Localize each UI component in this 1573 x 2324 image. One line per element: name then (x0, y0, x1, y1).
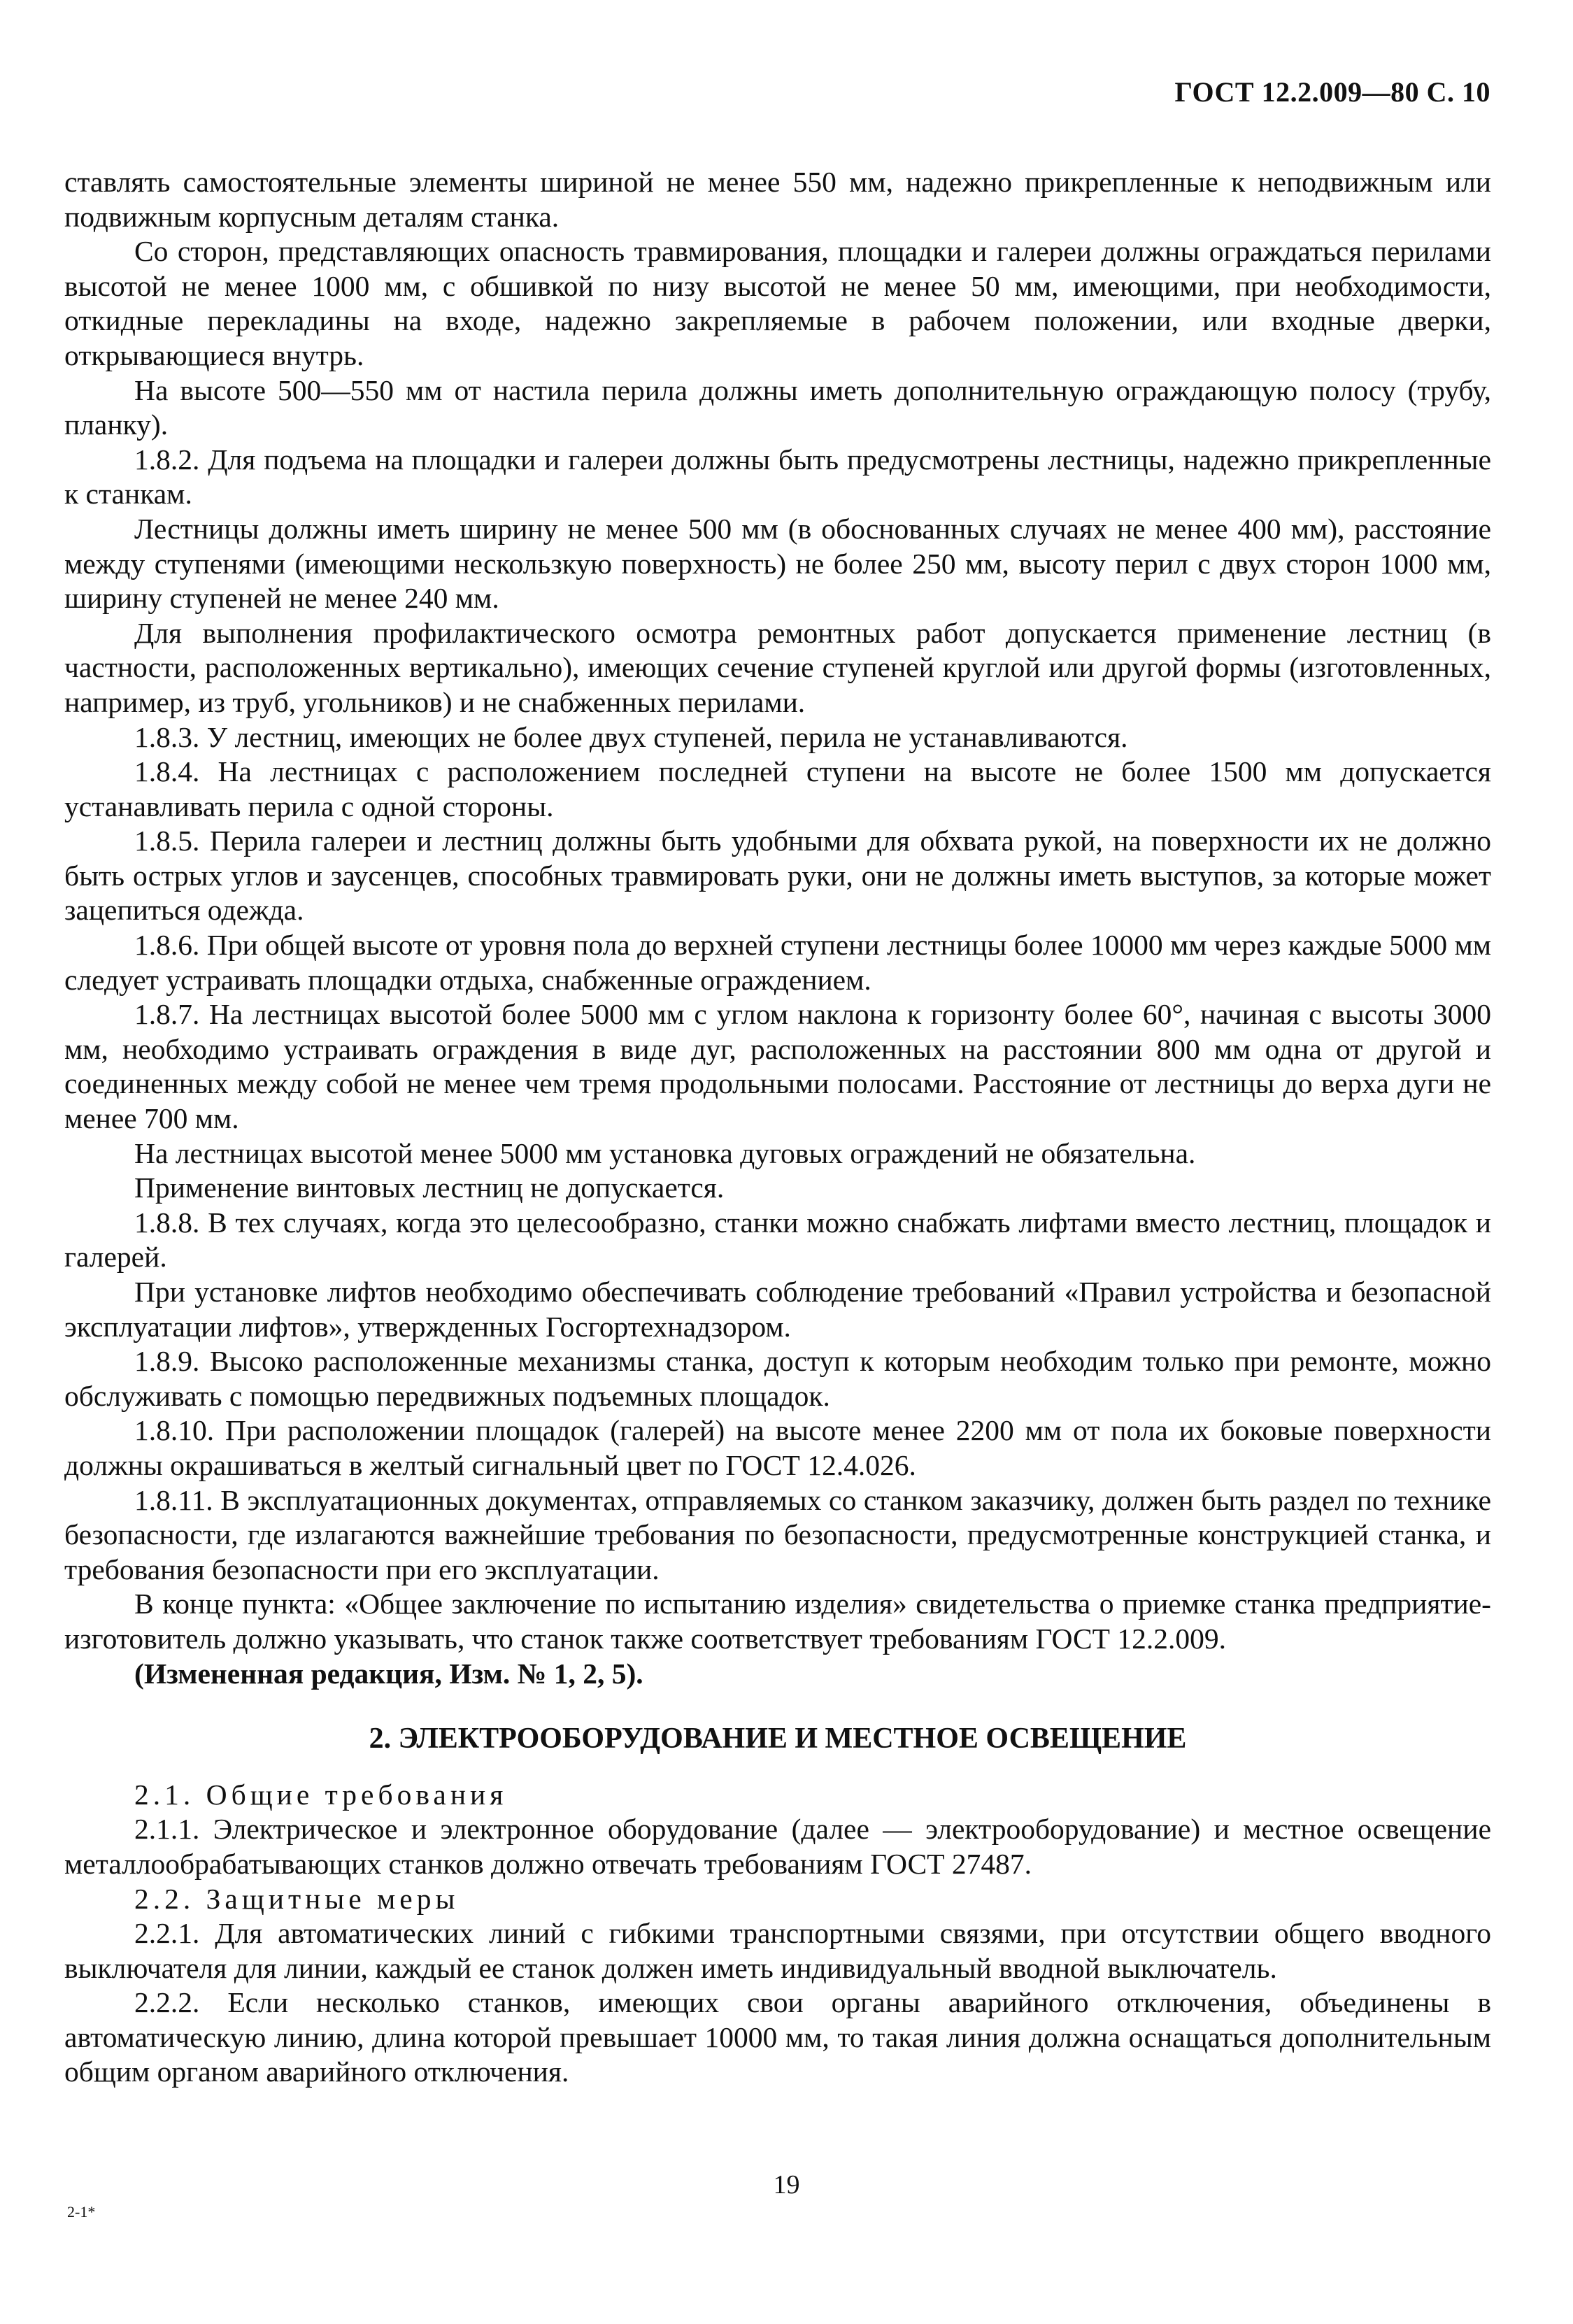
paragraph: 1.8.8. В тех случаях, когда это целесообразно, станки можно снабжать лифтами вместо лестниц, площадок и галерей. (64, 1206, 1491, 1274)
section-title: 2. ЭЛЕКТРООБОРУДОВАНИЕ И МЕСТНОЕ ОСВЕЩЕНИЕ (369, 1723, 1187, 1755)
paragraph: 1.8.11. В эксплуатационных документах, отправляемых со станком заказчику, должен быть раздел по технике безопасности, где излагаются важнейшие требования по безопасности, предусмотренные конструкцией станка, и требования безопасности при его эксплуатации. (64, 1483, 1491, 1585)
paragraph: 1.8.3. У лестниц, имеющих не более двух ступеней, перила не устанавливаются. (134, 720, 1128, 753)
page-number: 19 (773, 2170, 800, 2200)
paragraph: 2.2.2. Если несколько станков, имеющих свои органы аварийного отключения, объединены в автоматическую линию, длина которой превышает 10000 мм, то такая линия должна оснащаться дополнительным общим органом аварийного отключения. (64, 1986, 1491, 2088)
revision-note: (Измененная редакция, Изм. № 1, 2, 5). (134, 1657, 643, 1690)
paragraph: На высоте 500—550 мм от настила перила должны иметь дополнительную ограждающую полосу (трубу, планку). (64, 373, 1491, 441)
paragraph: 1.8.9. Высоко расположенные механизмы станка, доступ к которым необходим только при ремонте, можно обслуживать с помощью передвижных подъемных площадок. (64, 1345, 1491, 1412)
paragraph: 1.8.5. Перила галереи и лестниц должны быть удобными для обхвата рукой, на поверхности их не должно быть острых углов и заусенцев, способных травмировать руки, они не должны иметь выступов, за которые может зацепиться одежда. (64, 825, 1491, 927)
footer-mark: 2-1* (67, 2203, 96, 2220)
paragraph: 2.2.1. Для автоматических линий с гибкими транспортными связями, при отсутствии общего вводного выключателя для линии, каждый ее станок должен иметь индивидуальный вводной выключатель. (64, 1917, 1491, 1984)
paragraph: 1.8.2. Для подъема на площадки и галереи должны быть предусмотрены лестницы, надежно прикрепленные к станкам. (64, 443, 1491, 511)
subsection-heading: 2.2. Защитные меры (134, 1882, 460, 1915)
document-body (64, 165, 1491, 2090)
paragraph: ставлять самостоятельные элементы шириной не менее 550 мм, надежно прикрепленные к неподвижным или подвижным корпусным деталям станка. (64, 166, 1491, 233)
paragraph: 1.8.10. При расположении площадок (галерей) на высоте менее 2200 мм от пола их боковые поверхности должны окрашиваться в желтый сигнальный цвет по ГОСТ 12.4.026. (64, 1414, 1491, 1481)
paragraph: Лестницы должны иметь ширину не менее 500 мм (в обоснованных случаях не менее 400 мм), расстояние между ступенями (имеющими нескользкую поверхность) не более 250 мм, высоту перил с двух сторон 1000 мм, ширину ступеней не менее 240 мм. (64, 512, 1491, 615)
paragraph: 1.8.7. На лестницах высотой более 5000 мм с углом наклона к горизонту более 60°, начиная с высоты 3000 мм, необходимо устраивать ограждения в виде дуг, расположенных на расстоянии 800 мм одна от другой и соединенных между собой не менее чем тремя продольными полосами. Расстояние от лестницы до верха дуги не менее 700 мм. (64, 998, 1491, 1135)
page-header: ГОСТ 12.2.009—80 С. 10 (1174, 76, 1490, 108)
paragraph: Со сторон, представляющих опасность травмирования, площадки и галереи должны ограждаться перилами высотой не менее 1000 мм, с обшивкой по низу высотой не менее 50 мм, имеющими, при необходимости, откидные перекладины на входе, надежно закрепляемые в рабочем положении, или входные дверки, открывающиеся внутрь. (64, 235, 1491, 371)
paragraph: В конце пункта: «Общее заключение по испытанию изделия» свидетельства о приемке станка предприятие-изготовитель должно указывать, что станок также соответствует требованиям ГОСТ 12.2.009. (64, 1588, 1491, 1655)
paragraph: Для выполнения профилактического осмотра ремонтных работ допускается применение лестниц (в частности, расположенных вертикально), имеющих сечение ступеней круглой или другой формы (изготовленных, например, из труб, угольников) и не снабженных перилами. (64, 616, 1491, 718)
paragraph: При установке лифтов необходимо обеспечивать соблюдение требований «Правил устройства и безопасной эксплуатации лифтов», утвержденных Госгортехнадзором. (64, 1276, 1491, 1343)
paragraph: Применение винтовых лестниц не допускается. (134, 1171, 725, 1204)
paragraph: 1.8.6. При общей высоте от уровня пола до верхней ступени лестницы более 10000 мм через каждые 5000 мм следует устраивать площадки отдыха, снабженные ограждением. (64, 929, 1491, 996)
paragraph: 1.8.4. На лестницах с расположением последней ступени на высоте не более 1500 мм допускается устанавливать перила с одной стороны. (64, 755, 1491, 822)
paragraph: 2.1.1. Электрическое и электронное оборудование (далее — электрооборудование) и местное освещение металлообрабатывающих станков должно отвечать требованиям ГОСТ 27487. (64, 1813, 1491, 1880)
subsection-heading: 2.1. Общие требования (134, 1778, 508, 1811)
paragraph: На лестницах высотой менее 5000 мм установка дуговых ограждений не обязательна. (134, 1136, 1196, 1169)
